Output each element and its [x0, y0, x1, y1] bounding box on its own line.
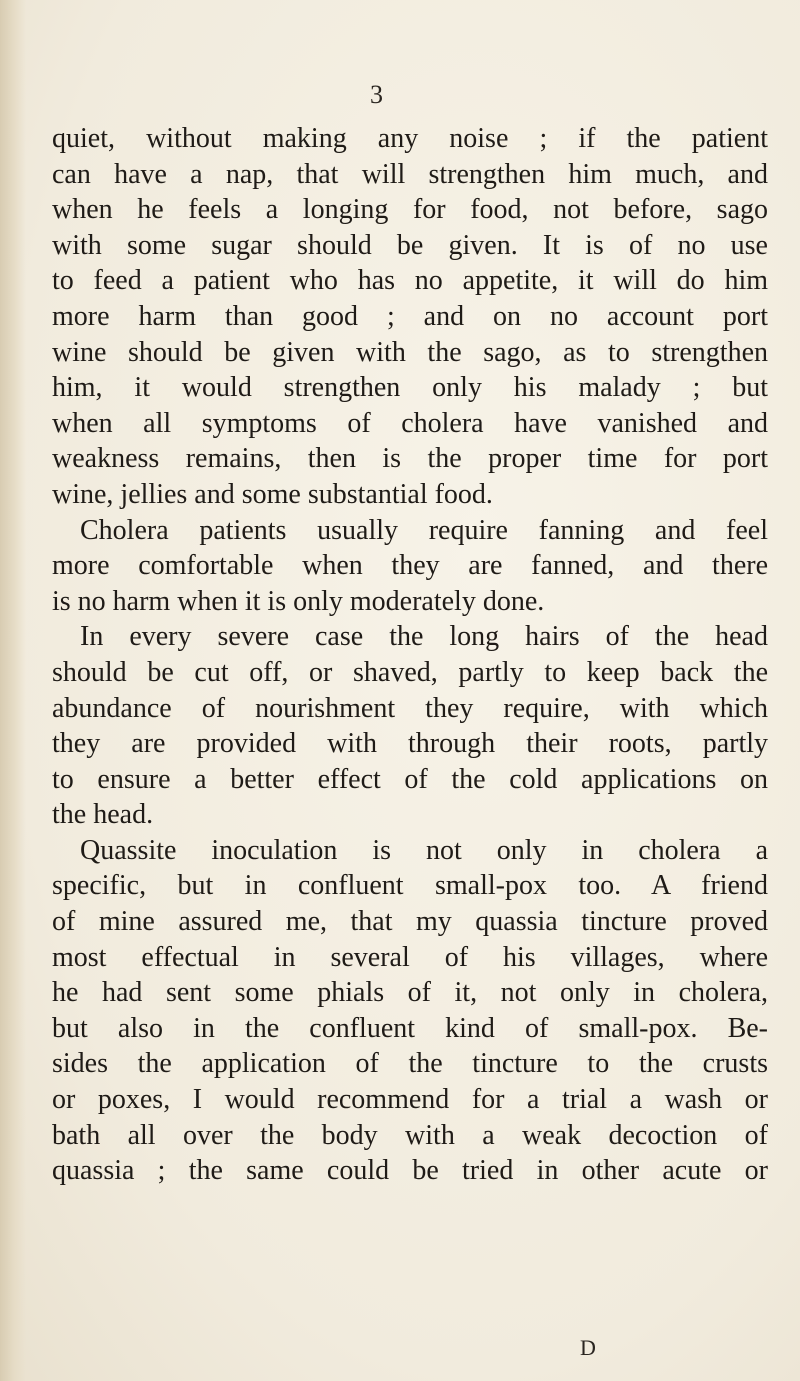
body-text — [52, 121, 768, 1189]
page-number: 3 — [370, 80, 383, 109]
text-line: or poxes, I would recommend for a trial a wash or — [52, 1084, 768, 1116]
text-line: Cholera patients usually require fanning and feel — [80, 514, 768, 546]
text-line: is no harm when it is only moderately done. — [52, 585, 545, 617]
text-line: can have a nap, that will strengthen him much, and — [52, 158, 768, 190]
text-line: when all symptoms of cholera have vanished and — [52, 407, 768, 439]
text-line: quassia ; the same could be tried in other acute or — [52, 1155, 768, 1187]
text-line: quiet, without making any noise ; if the patient — [52, 123, 768, 154]
text-line: bath all over the body with a weak decoction of — [52, 1119, 768, 1151]
text-line: wine should be given with the sago, as to strengthen — [52, 336, 768, 368]
text-line: but also in the confluent kind of small-pox. Be- — [52, 1012, 768, 1044]
signature-mark: D — [580, 1335, 596, 1360]
text-line: sides the application of the tincture to the crusts — [52, 1048, 768, 1080]
text-line: Quassite inoculation is not only in cholera a — [80, 834, 768, 866]
text-line: more comfortable when they are fanned, and there — [52, 550, 768, 582]
text-line: when he feels a longing for food, not before, sago — [52, 194, 768, 226]
text-line: wine, jellies and some substantial food. — [52, 478, 493, 510]
text-line: they are provided with through their roots, partly — [52, 728, 768, 760]
text-line: him, it would strengthen only his malady ; but — [52, 372, 768, 404]
text-line: of mine assured me, that my quassia tincture proved — [52, 906, 768, 938]
text-line: more harm than good ; and on no account port — [52, 300, 768, 332]
text-line: he had sent some phials of it, not only in cholera, — [52, 977, 768, 1009]
text-line: abundance of nourishment they require, with which — [52, 692, 768, 724]
text-line: In every severe case the long hairs of the head — [80, 621, 768, 653]
text-line: specific, but in confluent small-pox too. A friend — [52, 870, 768, 902]
text-line: should be cut off, or shaved, partly to keep back the — [52, 656, 768, 688]
text-line: with some sugar should be given. It is of no use — [52, 229, 768, 261]
text-line: most effectual in several of his villages, where — [52, 941, 768, 973]
text-line: to feed a patient who has no appetite, it will do him — [52, 265, 768, 297]
text-line: weakness remains, then is the proper time for port — [52, 443, 768, 475]
text-line: to ensure a better effect of the cold applications on — [52, 763, 768, 795]
text-line: the head. — [52, 799, 154, 831]
page-gutter-shadow — [0, 0, 26, 1381]
